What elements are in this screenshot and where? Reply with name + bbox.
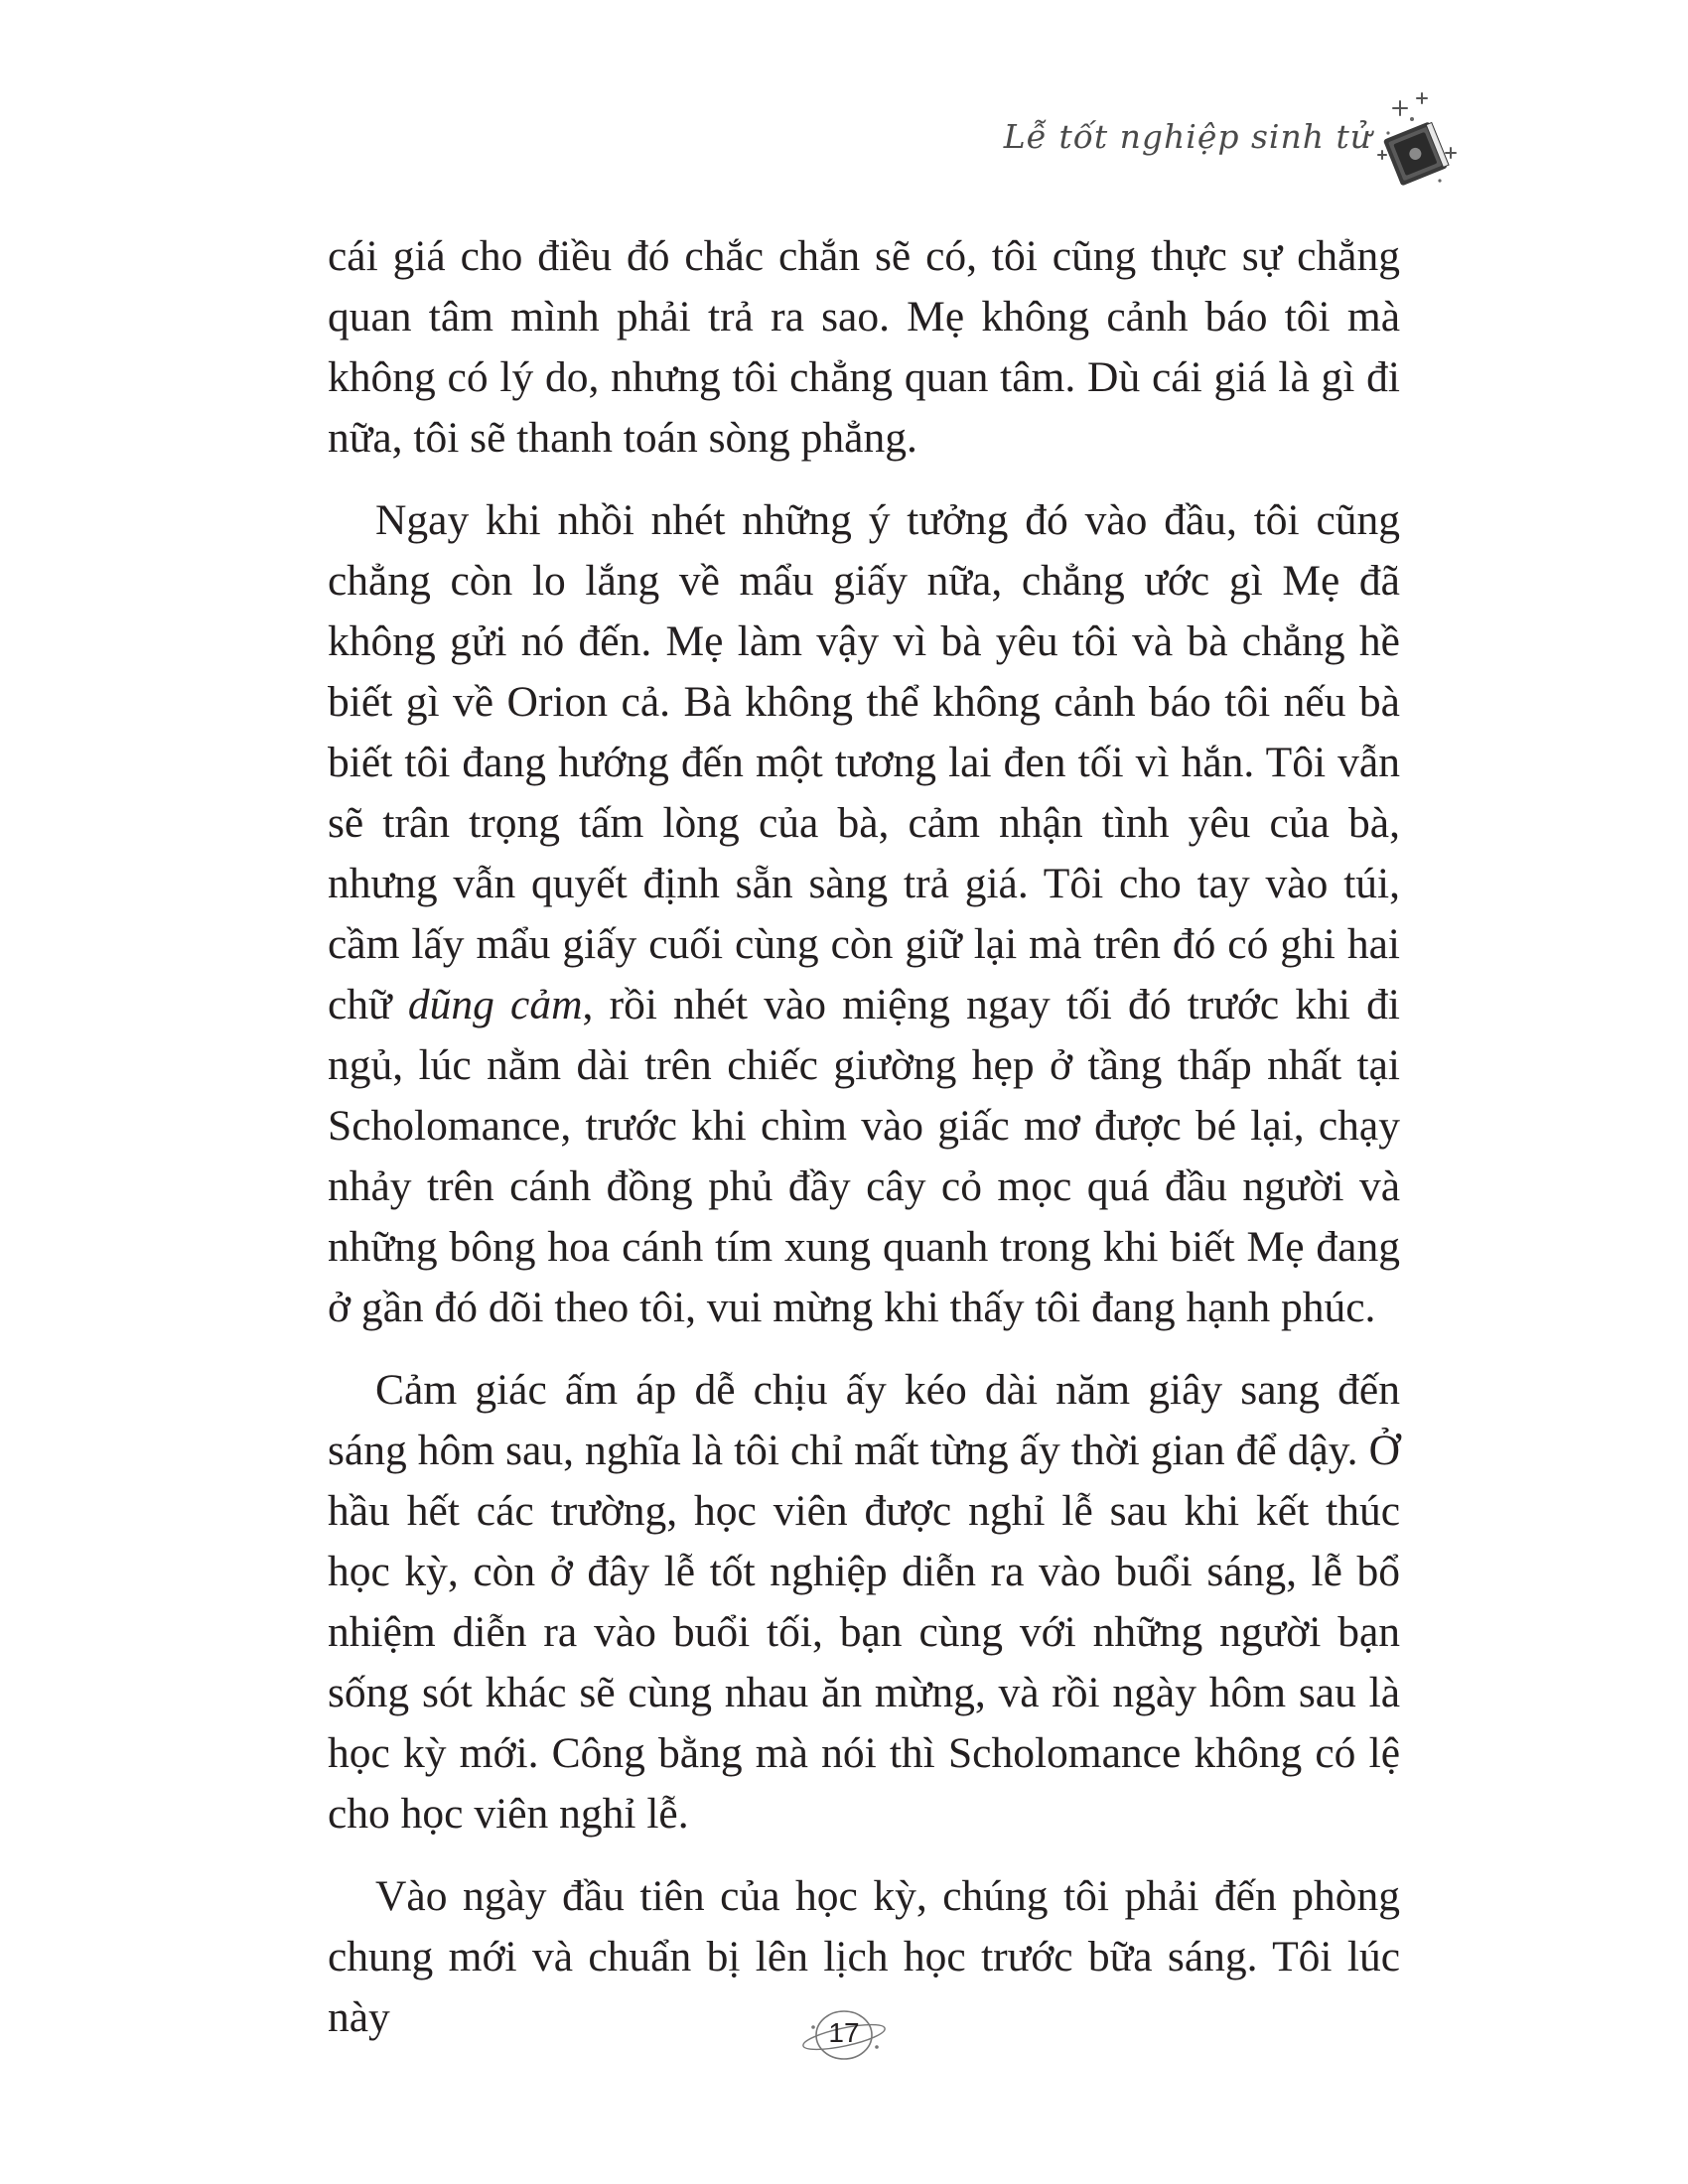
page-number: 17 [828,2017,860,2048]
paragraph-3: Cảm giác ấm áp dễ chịu ấy kéo dài năm giây sang đến sáng hôm sau, nghĩa là tôi chỉ mất từng ấy thời gian để dậy. Ở hầu hết các trường, học viên được nghỉ lễ sau khi kết thúc học kỳ, còn ở đây lễ tốt nghiệp diễn ra vào buổi sáng, lễ bổ nhiệm diễn ra vào buổi tối, bạn cùng với những người bạn sống sót khác sẽ cùng nhau ăn mừng, và rồi ngày hôm sau là học kỳ mới. Công bằng mà nói thì Scholomance không có lệ cho học viên nghỉ lễ. [328,1366,1400,1838]
book-sparkle-icon [1370,89,1460,199]
paragraph-1: cái giá cho điều đó chắc chắn sẽ có, tôi cũng thực sự chẳng quan tâm mình phải trả ra sao. Mẹ không cảnh báo tôi mà không có lý do, nhưng tôi chẳng quan tâm. Dù cái giá là gì đi nữa, tôi sẽ thanh toán sòng phẳng. [328,232,1400,462]
page-footer [799,2005,889,2065]
paragraph-2-text-a: Ngay khi nhồi nhét những ý tưởng đó vào đầu, tôi cũng chẳng còn lo lắng về mẩu giấy nữa, chẳng ước gì Mẹ đã không gửi nó đến. Mẹ làm vậy vì bà yêu tôi và bà chẳng hề biết gì về Orion cả. Bà không thể không cảnh báo tôi nếu bà biết tôi đang hướng đến một tương lai đen tối vì hắn. Tôi vẫn sẽ trân trọng tấm lòng của bà, cảm nhận tình yêu của bà, nhưng vẫn quyết định sẵn sàng trả giá. Tôi cho tay vào túi, cầm lấy mẩu giấy cuối cùng còn giữ lại mà trên đó có ghi hai chữ [328,496,1400,1028]
running-header-title: Lễ tốt nghiệp sinh tử [1003,117,1372,156]
paragraph-2-text-b: , rồi nhét vào miệng ngay tối đó trước khi đi ngủ, lúc nằm dài trên chiếc giường hẹp ở tầng thấp nhất tại Scholomance, trước khi chìm vào giấc mơ được bé lại, chạy nhảy trên cánh đồng phủ đầy cây cỏ mọc quá đầu người và những bông hoa cánh tím xung quanh trong khi biết Mẹ đang ở gần đó dõi theo tôi, vui mừng khi thấy tôi đang hạnh phúc. [328,981,1400,1331]
paragraph-2 [328,490,1400,1338]
body-text [328,226,1400,2070]
emphasis-text: dũng cảm [407,981,583,1028]
paragraph-4: Vào ngày đầu tiên của học kỳ, chúng tôi phải đến phòng chung mới và chuẩn bị lên lịch học trước bữa sáng. Tôi lúc này [328,1872,1400,2041]
